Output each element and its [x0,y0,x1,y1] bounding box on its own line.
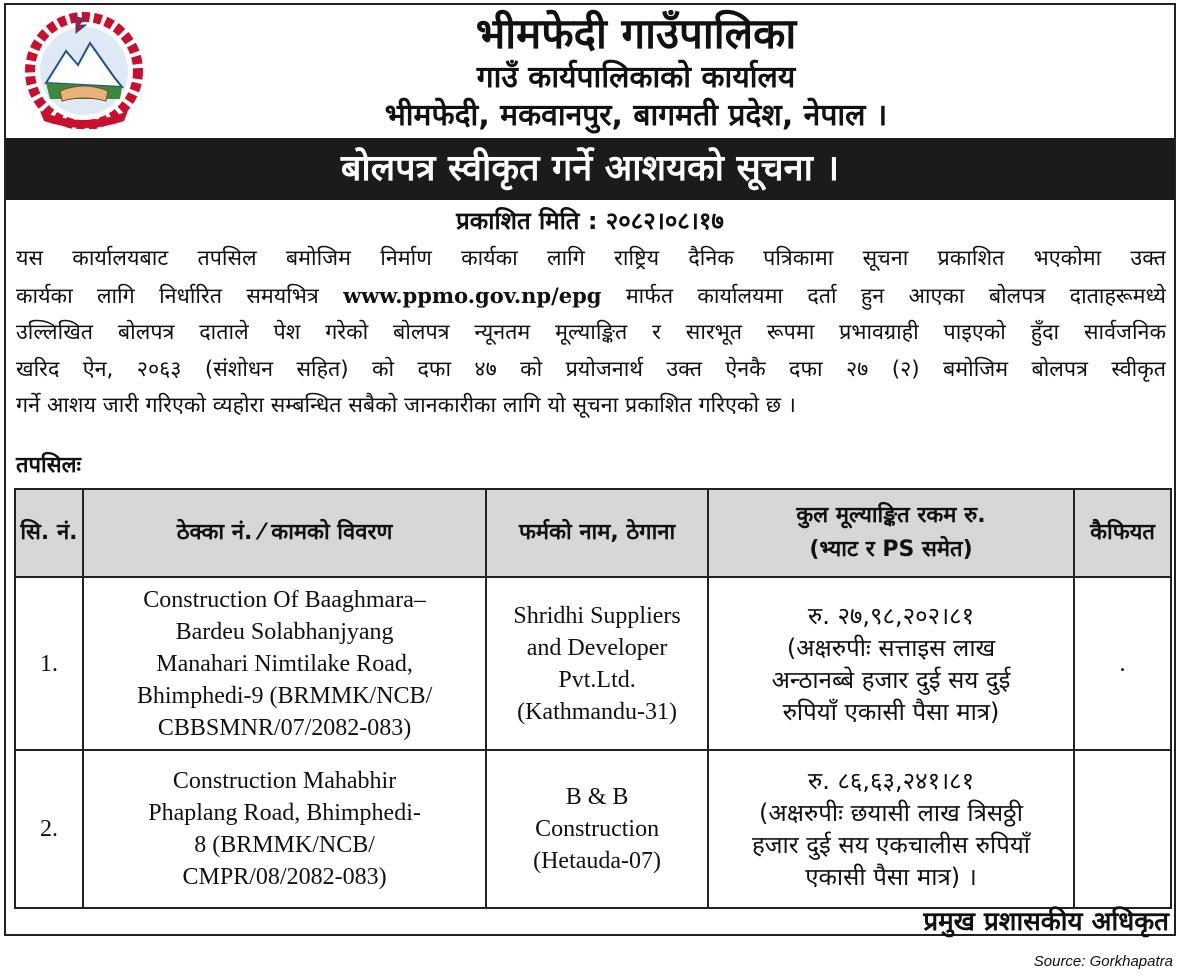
firm-line: B & B [565,784,629,810]
cell-amount [708,750,1074,908]
amount-line: (अक्षरुपीः सत्ताइस लाख [786,633,996,662]
firm-line: (Kathmandu-31) [517,698,678,725]
col-header-amount [708,489,1074,577]
table-row [15,750,1171,908]
work-line: 8 (BRMMK/NCB/ [194,832,375,858]
work-line: Construction Mahabhir [172,768,397,794]
amount-line: रु. ८६,६३,२४१।८१ [807,767,975,795]
cell-work [83,750,486,908]
nepal-emblem-icon [20,11,148,129]
published-date-line [6,203,1174,239]
body-line: उल्लिखित बोलपत्र दाताले पेश गरेको बोलपत्र न्यूनतम मूल्याङ्कित र सारभूत रूपमा प्रभावग्राही पाइएको हुँदा सार्वजनिक [16,320,1166,345]
firm-line: Pvt.Ltd. [558,666,636,693]
amount-line: अन्ठानब्बे हजार दुई सय दुई [771,665,1011,694]
cell-sn: 1. [15,577,83,750]
notice-frame [4,3,1176,936]
office-name: भीमफेदी गाउँपालिका [475,9,797,58]
amount-line: हजार दुई सय एकचालीस रुपियाँ [752,831,1030,859]
cell-sn: 2. [15,750,83,908]
body-line: गर्ने आशय जारी गरिएको व्यहोरा सम्बन्धित सबैको जानकारीका लागि यो सूचना प्रकाशित गरिएको छ । [16,393,796,418]
work-line: Bardeu Solabhanjyang [175,618,394,645]
body-line-post: मार्फत कार्यालयमा दर्ता हुन आएका बोलपत्र दाताहरूमध्ये [601,283,1166,309]
col-header-amount-title: कुल मूल्याङ्कित रकम रु. [796,503,986,528]
cell-firm [486,577,708,750]
amount-line: एकासी पैसा मात्र) । [805,863,977,891]
amount-line: रु. २७,९८,२०२।८१ [807,601,975,630]
published-date-label: प्रकाशित मिति : [456,207,598,235]
notice-title-banner: बोलपत्र स्वीकृत गर्ने आशयको सूचना । [6,138,1174,200]
source-credit: Source: Gorkhapatra [1033,953,1173,970]
col-header-remarks: कैफियत [1074,489,1171,577]
cell-remarks: . [1074,577,1171,750]
published-date-value: २०८२।०८।१७ [605,207,724,235]
body-line-with-url [16,278,1166,316]
cell-work [83,577,486,750]
work-line: Bhimphedi-9 (BRMMK/NCB/ [136,682,433,709]
body-line: यस कार्यालयबाट तपसिल बमोजिम निर्माण कार्यका लागि राष्ट्रिय दैनिक पत्रिकामा सूचना प्रकाशित भएकोमा उक्त [16,246,1166,271]
notice-body [16,241,1166,425]
col-header-work: ठेक्का नं. ⁄ कामको विवरण [83,489,486,577]
amount-line: रुपियाँ एकासी पैसा मात्र) [782,697,1000,726]
work-line: Phaplang Road, Bhimphedi- [148,800,421,826]
work-line: Manahari Nimtilake Road, [156,650,413,677]
col-header-sn: सि. नं. [15,489,83,577]
work-line: CMPR/08/2082-083) [182,864,387,890]
ppmo-url-link[interactable]: www.ppmo.gov.np/epg [343,282,602,308]
firm-line: Construction [535,816,660,842]
body-line: खरिद ऐन, २०६३ (संशोधन सहित) को दफा ४७ को प्रयोजनार्थ उक्त ऐनकै दफा २७ (२) बमोजिम बोलपत्र स्वीकृत [16,356,1166,382]
col-header-amount-note: (भ्याट र PS समेत) [809,537,973,562]
col-header-firm: फर्मको नाम, ठेगाना [486,489,708,577]
notice-header [6,5,1174,137]
cell-remarks [1074,750,1171,908]
details-label: तपसिलः [16,453,81,478]
work-line: Construction Of Baaghmara– [143,586,426,613]
table-row [15,577,1171,750]
office-address: भीमफेदी, मकवानपुर, बागमती प्रदेश, नेपाल । [384,98,888,133]
tender-table [14,488,1172,909]
office-subtitle: गाउँ कार्यपालिकाको कार्यालय [476,60,796,95]
work-line: CBBSMNR/07/2082-083) [157,714,412,741]
signatory-title: प्रमुख प्रशासकीय अधिकृत [923,907,1169,937]
firm-line: (Hetauda-07) [533,848,662,874]
table-header-row [15,489,1171,577]
firm-line: and Developer [526,634,668,661]
cell-amount [708,577,1074,750]
cell-firm [486,750,708,908]
body-line-pre: कार्यका लागि निर्धारित समयभित्र [16,283,344,309]
amount-line: (अक्षरुपीः छयासी लाख त्रिसठ्ठी [759,799,1023,827]
firm-line: Shridhi Suppliers [513,602,681,629]
